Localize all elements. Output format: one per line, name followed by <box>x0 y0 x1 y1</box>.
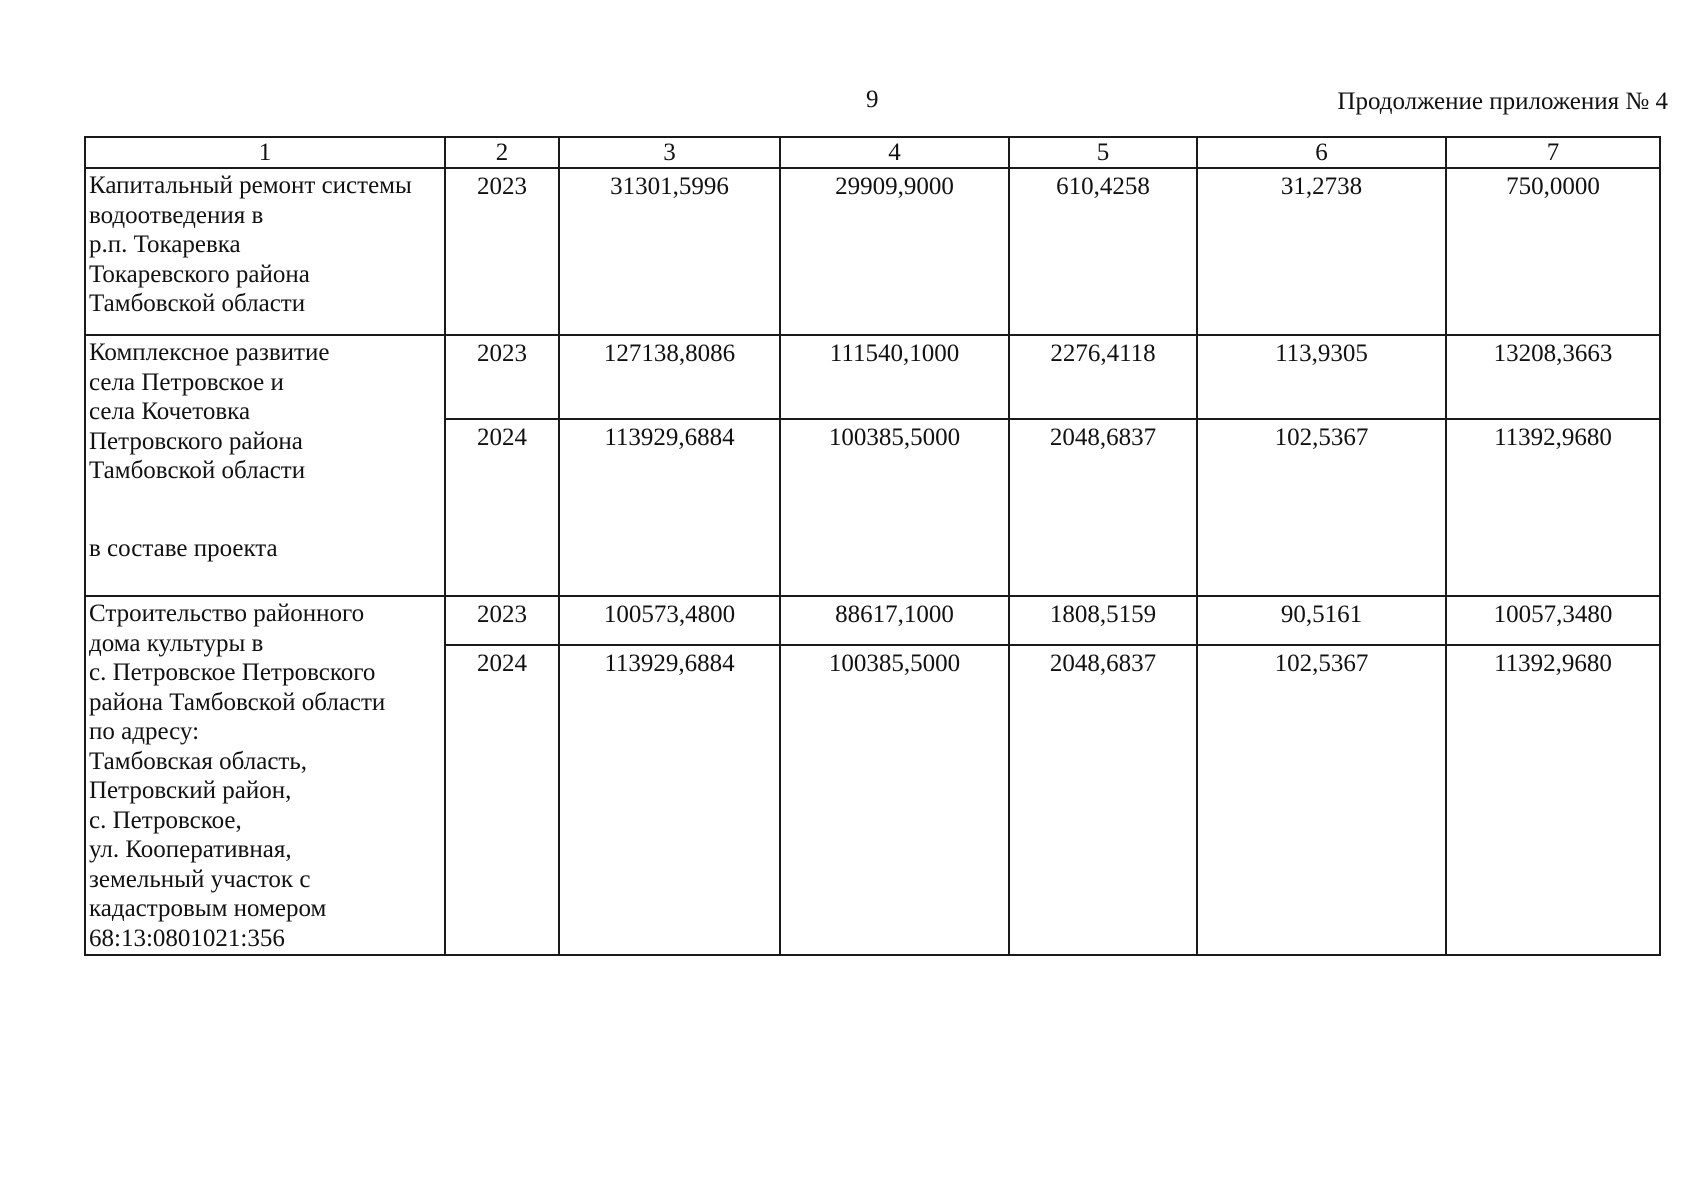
project-name-cell <box>85 596 445 955</box>
project-name-line: кадастровым номером <box>89 895 327 922</box>
value-cell-col7: 11392,9680 <box>1446 419 1660 596</box>
project-name-line: дома культуры в <box>89 629 264 657</box>
value-cell-col6: 102,5367 <box>1197 419 1446 596</box>
year-cell: 2023 <box>445 596 559 645</box>
budget-table <box>84 136 1661 956</box>
value-cell-col5: 2048,6837 <box>1009 645 1197 955</box>
appendix-continuation-title: Продолжение приложения № 4 <box>1337 88 1668 115</box>
value-cell-col6: 102,5367 <box>1197 645 1446 955</box>
project-name-line: села Кочетовка <box>89 398 251 425</box>
value-cell-col3: 113929,6884 <box>559 419 780 596</box>
project-name-cell <box>85 335 445 596</box>
project-name-line: Комплексное развитие <box>89 339 330 366</box>
project-name-line: Тамбовской области <box>89 290 306 317</box>
table-row <box>85 596 1660 645</box>
value-cell-col3: 100573,4800 <box>559 596 780 645</box>
value-cell-col5: 1808,5159 <box>1009 596 1197 645</box>
value-cell-col4: 29909,9000 <box>780 168 1009 335</box>
year-cell: 2023 <box>445 335 559 419</box>
project-name-line: района Тамбовской области <box>89 688 386 716</box>
year-cell: 2023 <box>445 168 559 335</box>
year-cell: 2024 <box>445 645 559 955</box>
spacer <box>89 486 442 534</box>
project-name-line: ул. Кооперативная, <box>89 836 292 863</box>
table-row <box>85 335 1660 419</box>
project-name-line: Строительство районного <box>89 600 365 627</box>
value-cell-col3: 127138,8086 <box>559 335 780 419</box>
column-header: 7 <box>1446 137 1660 168</box>
column-header: 5 <box>1009 137 1197 168</box>
table-header-row <box>85 137 1660 168</box>
column-header: 3 <box>559 137 780 168</box>
year-cell: 2024 <box>445 419 559 596</box>
project-name-line: Тамбовской области <box>89 457 306 484</box>
project-name-line: Петровского района <box>89 427 303 455</box>
project-name-line: села Петровское и <box>89 368 284 396</box>
value-cell-col6: 31,2738 <box>1197 168 1446 335</box>
project-name-line: Петровский район, <box>89 777 292 804</box>
value-cell-col3: 113929,6884 <box>559 645 780 955</box>
value-cell-col7: 10057,3480 <box>1446 596 1660 645</box>
project-name-line: с. Петровское, <box>89 806 242 834</box>
value-cell-col5: 2048,6837 <box>1009 419 1197 596</box>
project-name-cell <box>85 168 445 335</box>
value-cell-col5: 2276,4118 <box>1009 335 1197 419</box>
value-cell-col4: 100385,5000 <box>780 419 1009 596</box>
project-name-line: земельный участок с <box>89 865 311 893</box>
value-cell-col6: 90,5161 <box>1197 596 1446 645</box>
project-name-line: Тамбовская область, <box>89 747 307 775</box>
value-cell-col5: 610,4258 <box>1009 168 1197 335</box>
project-name-line: с. Петровское Петровского <box>89 659 376 686</box>
value-cell-col4: 100385,5000 <box>780 645 1009 955</box>
value-cell-col6: 113,9305 <box>1197 335 1446 419</box>
project-name-line: по адресу: <box>89 718 200 745</box>
project-name-line: Токаревского района <box>89 260 310 288</box>
column-header: 2 <box>445 137 559 168</box>
table-row <box>85 168 1660 335</box>
project-name-line: 68:13:0801021:356 <box>89 924 285 952</box>
project-name-note: в составе проекта <box>89 534 278 562</box>
value-cell-col7: 750,0000 <box>1446 168 1660 335</box>
value-cell-col4: 111540,1000 <box>780 335 1009 419</box>
project-name-line: р.п. Токаревка <box>89 231 241 258</box>
column-header: 6 <box>1197 137 1446 168</box>
page-number: 9 <box>866 86 879 113</box>
value-cell-col7: 11392,9680 <box>1446 645 1660 955</box>
project-name-line: Капитальный ремонт системы <box>89 172 412 199</box>
column-header: 4 <box>780 137 1009 168</box>
value-cell-col4: 88617,1000 <box>780 596 1009 645</box>
column-header: 1 <box>85 137 445 168</box>
value-cell-col7: 13208,3663 <box>1446 335 1660 419</box>
project-name-line: водоотведения в <box>89 201 264 229</box>
value-cell-col3: 31301,5996 <box>559 168 780 335</box>
